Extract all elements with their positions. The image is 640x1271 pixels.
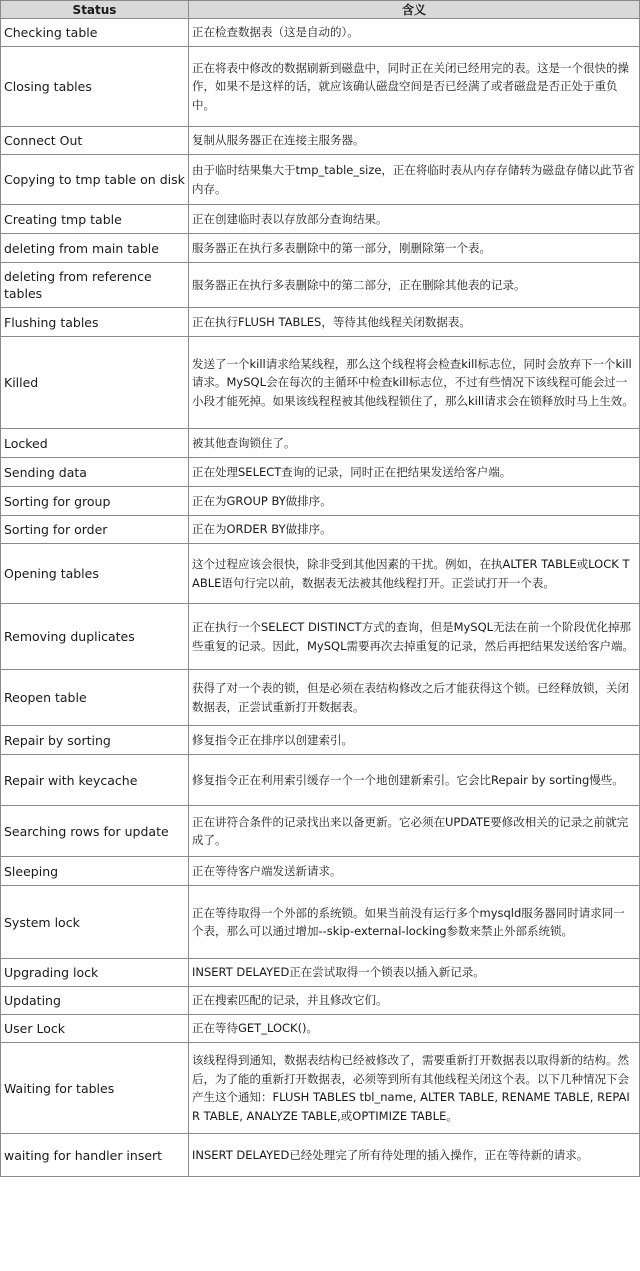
meaning-cell: 正在讲符合条件的记录找出来以备更新。它必须在UPDATE要修改相关的记录之前就完成了。: [189, 806, 640, 857]
status-cell: Upgrading lock: [1, 959, 189, 987]
meaning-cell: 这个过程应该会很快，除非受到其他因素的干扰。例如，在执ALTER TABLE或LOCK TABLE语句行完以前，数据表无法被其他线程打开。正尝试打开一个表。: [189, 544, 640, 604]
meaning-cell: 发送了一个kill请求给某线程，那么这个线程将会检查kill标志位，同时会放弃下一个kill请求。MySQL会在每次的主循环中检查kill标志位，不过有些情况下该线程可能会过一小段才能死掉。如果该线程程被其他线程锁住了，那么kill请求会在锁释放时马上生效。: [189, 337, 640, 429]
table-row: [1, 1043, 640, 1134]
status-cell: Connect Out: [1, 127, 189, 155]
table-row: [1, 1134, 640, 1177]
table-row: [1, 234, 640, 263]
status-cell: Repair by sorting: [1, 726, 189, 755]
table-row: [1, 1015, 640, 1043]
meaning-cell: INSERT DELAYED正在尝试取得一个锁表以插入新记录。: [189, 959, 640, 987]
meaning-cell: 修复指令正在排序以创建索引。: [189, 726, 640, 755]
status-cell: Waiting for tables: [1, 1043, 189, 1134]
status-cell: Flushing tables: [1, 308, 189, 337]
meaning-cell: 由于临时结果集大于tmp_table_size，正在将临时表从内存存储转为磁盘存储以此节省内存。: [189, 155, 640, 205]
meaning-cell: 正在为ORDER BY做排序。: [189, 516, 640, 544]
table-row: [1, 987, 640, 1015]
meaning-cell: 正在为GROUP BY做排序。: [189, 487, 640, 516]
table-header-row: [1, 1, 640, 19]
meaning-cell: 正在搜索匹配的记录，并且修改它们。: [189, 987, 640, 1015]
table-row: [1, 670, 640, 726]
status-cell: Killed: [1, 337, 189, 429]
table-row: [1, 516, 640, 544]
status-cell: Opening tables: [1, 544, 189, 604]
status-cell: Sorting for group: [1, 487, 189, 516]
header-meaning: 含义: [189, 1, 640, 19]
table-row: [1, 857, 640, 886]
meaning-cell: 该线程得到通知，数据表结构已经被修改了，需要重新打开数据表以取得新的结构。然后，为了能的重新打开数据表，必须等到所有其他线程关闭这个表。以下几种情况下会产生这个通知：FLUSH TABLES tbl_name, ALTER TABLE, RENAME TABLE, REPAIR TABLE, ANALYZE TABLE,或OPTIMIZE TABLE。: [189, 1043, 640, 1134]
table-row: [1, 726, 640, 755]
status-cell: Sending data: [1, 458, 189, 487]
status-cell: Closing tables: [1, 47, 189, 127]
table-row: [1, 429, 640, 458]
meaning-cell: 正在执行FLUSH TABLES，等待其他线程关闭数据表。: [189, 308, 640, 337]
meaning-cell: 正在将表中修改的数据刷新到磁盘中，同时正在关闭已经用完的表。这是一个很快的操作，如果不是这样的话，就应该确认磁盘空间是否已经满了或者磁盘是否正处于重负中。: [189, 47, 640, 127]
table-row: [1, 959, 640, 987]
table-row: [1, 886, 640, 959]
meaning-cell: 修复指令正在利用索引缓存一个一个地创建新索引。它会比Repair by sorting慢些。: [189, 755, 640, 806]
meaning-cell: 服务器正在执行多表删除中的第二部分，正在删除其他表的记录。: [189, 263, 640, 308]
meaning-cell: 正在执行一个SELECT DISTINCT方式的查询，但是MySQL无法在前一个阶段优化掉那些重复的记录。因此，MySQL需要再次去掉重复的记录，然后再把结果发送给客户端。: [189, 604, 640, 670]
table-row: [1, 604, 640, 670]
table-row: [1, 155, 640, 205]
table-row: [1, 19, 640, 47]
status-cell: System lock: [1, 886, 189, 959]
status-cell: Sleeping: [1, 857, 189, 886]
table-body: [1, 19, 640, 1177]
status-cell: Checking table: [1, 19, 189, 47]
meaning-cell: 复制从服务器正在连接主服务器。: [189, 127, 640, 155]
table-row: [1, 205, 640, 234]
table-row: [1, 487, 640, 516]
meaning-cell: 正在检查数据表（这是自动的）。: [189, 19, 640, 47]
status-cell: waiting for handler insert: [1, 1134, 189, 1177]
status-cell: Removing duplicates: [1, 604, 189, 670]
table-row: [1, 544, 640, 604]
table-row: [1, 308, 640, 337]
meaning-cell: INSERT DELAYED已经处理完了所有待处理的插入操作，正在等待新的请求。: [189, 1134, 640, 1177]
table-row: [1, 127, 640, 155]
meaning-cell: 服务器正在执行多表删除中的第一部分，刚删除第一个表。: [189, 234, 640, 263]
status-cell: deleting from main table: [1, 234, 189, 263]
status-cell: Updating: [1, 987, 189, 1015]
status-cell: Searching rows for update: [1, 806, 189, 857]
status-cell: deleting from reference tables: [1, 263, 189, 308]
status-cell: Repair with keycache: [1, 755, 189, 806]
table-row: [1, 755, 640, 806]
status-cell: Reopen table: [1, 670, 189, 726]
meaning-cell: 正在等待取得一个外部的系统锁。如果当前没有运行多个mysqld服务器同时请求同一个表，那么可以通过增加--skip-external-locking参数来禁止外部系统锁。: [189, 886, 640, 959]
header-status: Status: [1, 1, 189, 19]
meaning-cell: 获得了对一个表的锁，但是必须在表结构修改之后才能获得这个锁。已经释放锁，关闭数据表，正尝试重新打开数据表。: [189, 670, 640, 726]
table-row: [1, 47, 640, 127]
status-cell: User Lock: [1, 1015, 189, 1043]
meaning-cell: 被其他查询锁住了。: [189, 429, 640, 458]
meaning-cell: 正在处理SELECT查询的记录，同时正在把结果发送给客户端。: [189, 458, 640, 487]
table-row: [1, 458, 640, 487]
status-cell: Locked: [1, 429, 189, 458]
status-cell: Sorting for order: [1, 516, 189, 544]
status-cell: Creating tmp table: [1, 205, 189, 234]
meaning-cell: 正在创建临时表以存放部分查询结果。: [189, 205, 640, 234]
table-row: [1, 263, 640, 308]
meaning-cell: 正在等待客户端发送新请求。: [189, 857, 640, 886]
table-row: [1, 806, 640, 857]
table-row: [1, 337, 640, 429]
meaning-cell: 正在等待GET_LOCK()。: [189, 1015, 640, 1043]
status-cell: Copying to tmp table on disk: [1, 155, 189, 205]
